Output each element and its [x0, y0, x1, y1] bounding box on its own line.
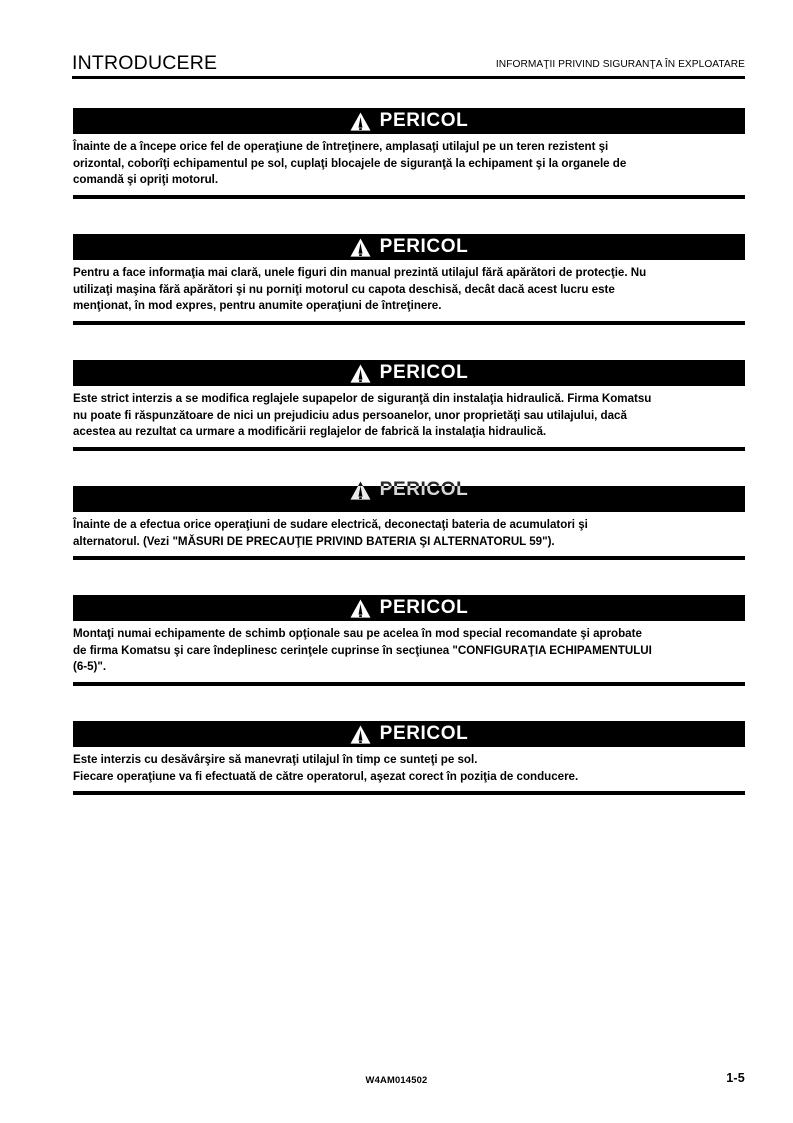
- danger-body-line: (6-5)".: [73, 660, 107, 674]
- warning-triangle-icon: [350, 238, 371, 257]
- danger-header-bar: [73, 595, 745, 621]
- page-title: INTRODUCERE: [72, 52, 218, 74]
- danger-header-bar: [73, 108, 745, 134]
- danger-notice: [73, 721, 745, 795]
- danger-body-text: [73, 621, 745, 676]
- danger-body-text: [73, 260, 745, 315]
- danger-notice: [73, 108, 745, 199]
- danger-header-bar: [73, 479, 745, 512]
- danger-label: PERICOL: [379, 479, 469, 500]
- danger-body-text: [73, 386, 745, 441]
- danger-notice: [73, 360, 745, 451]
- danger-body-line: acestea au rezultat ca urmare a modificării reglajelor de fabrică la instalaţia hidraulică.: [73, 425, 547, 439]
- danger-body-line: menţionat, în mod expres, pentru anumite operaţiuni de întreţinere.: [73, 299, 442, 313]
- danger-bottom-divider: [73, 321, 745, 325]
- danger-body-line: Înainte de a începe orice fel de operaţiune de întreţinere, amplasaţi utilajul pe un teren rezistent şi: [73, 140, 609, 153]
- danger-label: PERICOL: [379, 236, 469, 257]
- header-divider: [72, 76, 745, 79]
- danger-label: PERICOL: [379, 110, 469, 131]
- danger-header-content: [73, 234, 745, 260]
- danger-body-line: utilizaţi maşina fără apărători şi nu porniţi motorul cu capota deschisă, decât dacă acest lucru este: [73, 282, 615, 296]
- danger-header-bar: [73, 721, 745, 747]
- danger-bottom-divider: [73, 556, 745, 560]
- danger-body-line: Înainte de a efectua orice operaţiuni de sudare electrică, deconectaţi bateria de acumulatori şi: [73, 518, 588, 531]
- danger-body-line: Este strict interzis a se modifica reglajele supapelor de siguranţă din instalaţia hidraulică. Firma Komatsu: [73, 392, 652, 405]
- danger-header-bar: [73, 360, 745, 386]
- warning-triangle-icon: [350, 364, 371, 383]
- danger-header-content: [73, 721, 745, 747]
- danger-body-line: orizontal, coborîţi echipamentul pe sol, cuplaţi blocajele de siguranţă la echipament şi la organele de: [73, 156, 627, 170]
- danger-notice: [73, 479, 745, 560]
- danger-body-line: Pentru a face informaţia mai clară, unele figuri din manual prezintă utilajul fără apărători de protecţie. Nu: [73, 266, 647, 279]
- danger-label: PERICOL: [379, 723, 469, 744]
- danger-bottom-divider: [73, 791, 745, 795]
- danger-body-text: [73, 747, 745, 785]
- danger-label: PERICOL: [379, 362, 469, 383]
- page-section-title: INFORMAŢII PRIVIND SIGURANŢA ÎN EXPLOATARE: [495, 59, 745, 70]
- warning-triangle-icon: [350, 725, 371, 744]
- danger-body-line: alternatorul. (Vezi "MĂSURI DE PRECAUŢIE PRIVIND BATERIA ŞI ALTERNATORUL 59").: [73, 534, 555, 548]
- danger-bottom-divider: [73, 682, 745, 686]
- danger-notice: [73, 234, 745, 325]
- danger-body-text: [73, 512, 745, 550]
- danger-header-bar: [73, 234, 745, 260]
- footer-page-number: 1-5: [726, 1071, 745, 1085]
- danger-header-content: [73, 360, 745, 386]
- warning-triangle-icon: [350, 599, 371, 618]
- danger-body-line: Fiecare operaţiune va fi efectuată de către operatorul, aşezat corect în poziţia de conducere.: [73, 769, 579, 783]
- danger-bottom-divider: [73, 447, 745, 451]
- danger-header-content: [73, 477, 745, 503]
- danger-notice: [73, 595, 745, 686]
- danger-body-text: [73, 134, 745, 189]
- danger-body-line: Este interzis cu desăvârşire să manevraţi utilajul în timp ce sunteţi pe sol.: [73, 753, 478, 766]
- danger-body-line: comandă şi opriţi motorul.: [73, 173, 219, 187]
- danger-bottom-divider: [73, 195, 745, 199]
- danger-body-line: de firma Komatsu şi care îndeplinesc cerinţele cuprinse în secţiunea "CONFIGURAŢIA ECHIPAMENTULUI: [73, 643, 652, 657]
- danger-label: PERICOL: [379, 597, 469, 618]
- warning-triangle-icon: [350, 112, 371, 131]
- danger-header-content: [73, 595, 745, 621]
- danger-header-content: [73, 108, 745, 134]
- warning-triangle-icon: [350, 481, 371, 500]
- danger-body-line: Montaţi numai echipamente de schimb opţionale sau pe acelea în mod special recomandate şi aprobate: [73, 627, 642, 640]
- footer-document-code: W4AM014502: [365, 1074, 428, 1085]
- danger-body-line: nu poate fi răspunzătoare de nici un prejudiciu adus persoanelor, unor proprietăţi sau utilajului, dacă: [73, 408, 627, 422]
